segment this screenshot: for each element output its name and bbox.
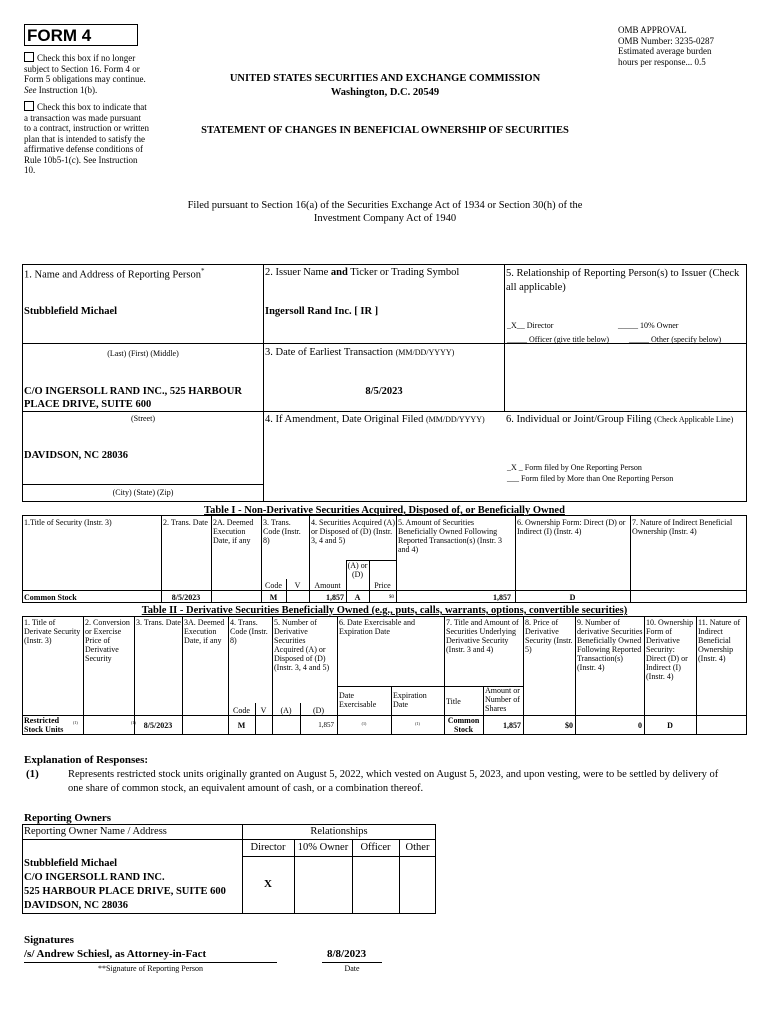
t2-row-price-note: (1) (131, 720, 136, 725)
owner-director-mark: X (264, 878, 272, 890)
t1-h5: 5. Amount of Securities Beneficially Owned Following Reported Transaction(s) (Instr. 3 and 4) (398, 518, 502, 554)
t2-h9: 9. Number of derivative Securities Beneficially Owned Following Reported Transaction(s) (Instr. 4) (577, 618, 643, 672)
issuer-name: Ingersoll Rand Inc. [ IR ] (265, 306, 379, 317)
signer-name: /s/ Andrew Schiesl, as Attorney-in-Fact (24, 948, 207, 960)
t1-sub-price: Price (374, 581, 391, 590)
owners-col-name: Reporting Owner Name / Address (24, 826, 167, 837)
signature-label: **Signature of Reporting Person (97, 964, 204, 973)
agency-name: UNITED STATES SECURITIES AND EXCHANGE COMMISSION (229, 73, 541, 84)
signature-date: 8/8/2023 (327, 948, 367, 960)
one-reporting-person-line[interactable]: _X _ Form filed by One Reporting Person (507, 463, 642, 472)
omb-approval: OMB APPROVAL OMB Number: 3235-0287 Estimated average burden hours per response... 0.5 (618, 25, 714, 67)
director-checkbox-line[interactable]: _X__ Director (507, 321, 554, 330)
t2-sub-a: (A) (280, 706, 292, 715)
t1-row-date: 8/5/2023 (171, 593, 201, 602)
t2-h4: 4. Trans. Code (Instr. 8) (230, 618, 268, 645)
box4-label: 4. If Amendment, Date Original Filed (MM/DD/YYYY) (265, 414, 485, 425)
explanation-number: (1) (26, 768, 39, 780)
name-parts-label: (Last) (First) (Middle) (107, 349, 179, 358)
rule-10b5-checkbox[interactable] (24, 101, 34, 111)
t2-h10: 10. Ownership Form of Derivative Security: Direct (D) or Indirect (I) (Instr. 4) (646, 618, 694, 681)
owners-col-relationships: Relationships (310, 826, 368, 837)
t1-h2a: 2A. Deemed Execution Date, if any (213, 518, 254, 545)
t2-h3a: 3A. Deemed Execution Date, if any (184, 618, 225, 645)
t1-row-form: D (569, 593, 576, 602)
t2-h11: 11. Nature of Indirect Beneficial Ownership (Instr. 4) (698, 618, 741, 663)
t1-h7: 7. Nature of Indirect Beneficial Ownership (Instr. 4) (632, 518, 733, 536)
t1-sub-v: V (294, 581, 301, 590)
t1-h4: 4. Securities Acquired (A) or Disposed of (D) (Instr. 3, 4 and 5) (311, 518, 395, 545)
t2-row-under-title: Common Stock (447, 716, 480, 734)
form-title-box (24, 24, 138, 46)
t1-h2: 2. Trans. Date (163, 518, 208, 527)
t1-h3: 3. Trans. Code (Instr. 8) (263, 518, 301, 545)
t2-row-code: M (237, 721, 246, 730)
t2-h8: 8. Price of Derivative Security (Instr. 5) (525, 618, 573, 654)
t2-sub-title: Title (446, 697, 461, 706)
t2-h5: 5. Number of Derivative Securities Acquired (A) or Disposed of (D) (Instr. 3, 4 and 5) (274, 618, 330, 672)
owners-col-officer: Officer (360, 842, 391, 853)
t1-row-code: M (269, 593, 278, 602)
other-line[interactable]: _____ Other (specify below) (629, 335, 722, 344)
t1-row-aord: A (354, 593, 361, 602)
t1-h6: 6. Ownership Form: Direct (D) or Indirect (I) (Instr. 4) (517, 518, 626, 536)
signatures-heading: Signatures (24, 934, 74, 946)
t2-h2: 2. Conversion or Exercise Price of Derivative Security (85, 618, 130, 663)
t2-row-title: Restricted Stock Units (24, 716, 64, 734)
reporting-person-city: DAVIDSON, NC 28036 (24, 450, 128, 461)
t2-row-under-amt: 1,857 (503, 721, 521, 730)
t2-sub-amt: Amount or Number of Shares (485, 686, 520, 713)
reporting-person-name: Stubblefield Michael (24, 306, 118, 317)
t2-row-owned: 0 (638, 721, 642, 730)
form-title: FORM 4 (27, 26, 92, 45)
t2-row-exp: (1) (415, 721, 420, 726)
t2-row-form: D (667, 721, 673, 730)
box1-label: 1. Name and Address of Reporting Person* (24, 267, 205, 281)
t1-row-title: Common Stock (24, 593, 77, 602)
t2-row-exer: (1) (361, 721, 367, 726)
reporting-person-address: C/O INGERSOLL RAND INC., 525 HARBOUR PLACE DRIVE, SUITE 600 (24, 386, 242, 410)
explanation-heading: Explanation of Responses: (24, 754, 149, 766)
owners-col-other: Other (405, 842, 430, 853)
checkbox-10b5-1: Check this box to indicate that a transaction was made pursuant to a contract, instruction or written plan that is intended to satisfy the affirmative defense conditions of Rule 10b5-1(c). See Instruction 10. (24, 102, 149, 175)
filed-pursuant: Filed pursuant to Section 16(a) of the Securities Exchange Act of 1934 or Section 30(h) of the Investment Company Act of 1940 (187, 200, 583, 224)
t1-sub-amount: Amount (314, 581, 341, 590)
box2-label: 2. Issuer Name and Ticker or Trading Symbol (265, 267, 460, 278)
t1-sub-aord: (A) or (D) (347, 561, 368, 579)
officer-line[interactable]: _____ Officer (give title below) (507, 335, 610, 344)
t2-sub-exer: Date Exercisable (339, 691, 377, 709)
table2-title: Table II - Derivative Securities Beneficially Owned (e.g., puts, calls, warrants, options, convertible securities) (141, 605, 628, 616)
owner-address-block: Stubblefield Michael C/O INGERSOLL RAND INC. 525 HARBOUR PLACE DRIVE, SUITE 600 DAVIDSON, NC 28036 (24, 858, 226, 911)
table1-title: Table I - Non-Derivative Securities Acquired, Disposed of, or Beneficially Owned (204, 505, 565, 516)
owners-col-director: Director (250, 842, 286, 853)
t1-row-amount: 1,857 (326, 593, 344, 602)
t2-h6: 6. Date Exercisable and Expiration Date (339, 618, 415, 636)
city-label: (City) (State) (Zip) (112, 488, 174, 497)
street-label: (Street) (131, 414, 155, 423)
box3-label: 3. Date of Earliest Transaction (MM/DD/YYYY) (265, 347, 455, 358)
t2-sub-code: Code (233, 706, 250, 715)
earliest-transaction-date: 8/5/2023 (365, 386, 403, 397)
t2-row-title-note: (1) (73, 720, 78, 725)
checkbox-no-longer-subject: Check this box if no longer subject to Section 16. Form 4 or Form 5 obligations may continue. See Instruction 1(b). (24, 53, 146, 95)
t2-row-date: 8/5/2023 (143, 721, 173, 730)
t1-row-owned: 1,857 (493, 593, 511, 602)
explanation-text: Represents restricted stock units originally granted on August 5, 2022, which vested on August 5, 2023, and upon vesting, were to be settled by delivery of one share of common stock, an equivalent amount of cash, or a combination thereof. (68, 769, 719, 794)
box6-label: 6. Individual or Joint/Group Filing (Check Applicable Line) (506, 414, 734, 425)
more-reporting-persons-line[interactable]: ___ Form filed by More than One Reporting Person (507, 474, 674, 483)
statement-title: STATEMENT OF CHANGES IN BENEFICIAL OWNERSHIP OF SECURITIES (201, 125, 569, 136)
owners-col-10pct: 10% Owner (297, 842, 349, 853)
box5-label: 5. Relationship of Reporting Person(s) to Issuer (Check all applicable) (506, 268, 740, 293)
t2-h1: 1. Title of Derivate Security (Instr. 3) (24, 618, 81, 645)
t2-sub-exp: Expiration Date (393, 691, 427, 709)
owners-heading: Reporting Owners (24, 812, 112, 824)
agency-city: Washington, D.C. 20549 (330, 87, 440, 98)
t2-sub-v: V (260, 706, 267, 715)
signature-date-label: Date (344, 964, 360, 973)
t2-row-price: $0 (565, 721, 573, 730)
t1-row-price: $0 (389, 595, 394, 600)
t1-sub-code: Code (265, 581, 282, 590)
t2-h7: 7. Title and Amount of Securities Underlying Derivative Security (Instr. 3 and 4) (446, 618, 519, 654)
t1-h1: 1.Title of Security (Instr. 3) (24, 518, 112, 527)
t2-row-d: 1,857 (318, 721, 334, 729)
ten-percent-owner-line[interactable]: _____ 10% Owner (618, 321, 679, 330)
no-longer-subject-checkbox[interactable] (24, 52, 34, 62)
t2-h3: 3. Trans. Date (136, 618, 181, 627)
t2-sub-d: (D) (312, 706, 325, 715)
